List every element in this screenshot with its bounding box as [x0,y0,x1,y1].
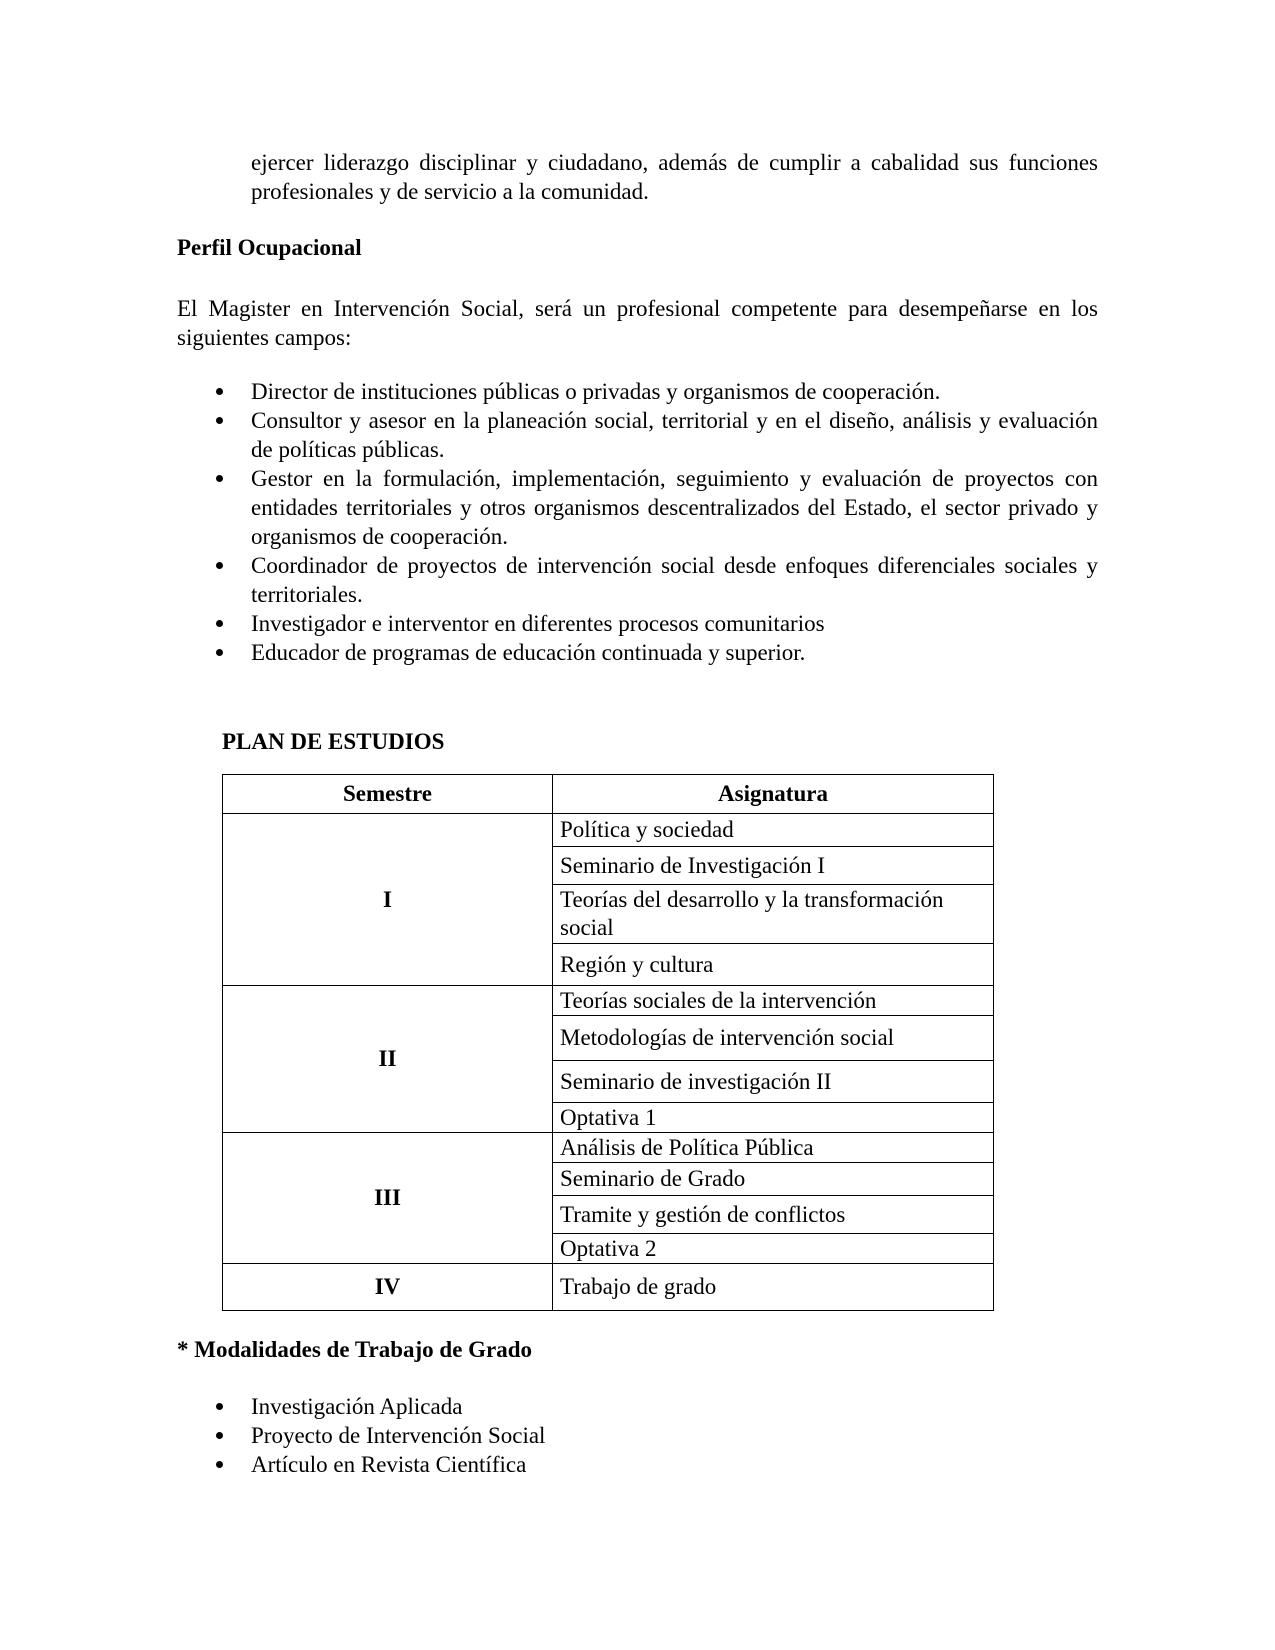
modalidades-heading: * Modalidades de Trabajo de Grado [177,1337,533,1362]
perfil-heading: Perfil Ocupacional [177,235,362,260]
semester-cell: I [223,814,553,986]
bullet-icon [216,388,223,395]
bullet-icon [216,417,223,424]
list-item [177,1392,1098,1421]
table-header-row [223,775,994,814]
list-item [177,609,1098,638]
list-item [177,1450,1098,1479]
perfil-paragraph: El Magister en Intervención Social, será un profesional competente para desempeñarse en los siguientes campos: [177,296,1098,350]
semester-cell: II [223,986,553,1133]
list-item-text: Investigación Aplicada [251,1394,463,1419]
subject-cell: Análisis de Política Pública [553,1133,994,1163]
list-item [177,377,1098,406]
bullet-icon [216,1461,223,1468]
bullet-icon [216,562,223,569]
list-item-text: Proyecto de Intervención Social [251,1423,546,1448]
subject-cell: Teorías sociales de la intervención [553,986,994,1016]
table-row [223,814,994,847]
bullet-icon [216,649,223,656]
list-item [177,638,1098,667]
subject-cell: Seminario de Investigación I [553,847,994,885]
list-item-text: Educador de programas de educación continuada y superior. [251,640,806,665]
modalidades-list [177,1392,1098,1479]
list-item-text: Coordinador de proyectos de intervención social desde enfoques diferenciales sociales y territoriales. [251,553,1098,607]
table-row [223,1133,994,1163]
list-item-text: Artículo en Revista Científica [251,1452,527,1477]
bullet-icon [216,620,223,627]
perfil-list [177,377,1098,667]
semester-cell: III [223,1133,553,1264]
subject-cell: Región y cultura [553,944,994,986]
subject-cell: Seminario de Grado [553,1163,994,1196]
list-item-text: Gestor en la formulación, implementación, seguimiento y evaluación de proyectos con entidades territoriales y otros organismos descentralizados del Estado, el sector privado y organismos de cooperación. [251,466,1098,549]
list-item [177,551,1098,609]
subject-cell: Tramite y gestión de conflictos [553,1196,994,1234]
subject-cell: Optativa 1 [553,1103,994,1133]
table-row [223,1264,994,1311]
plan-title: PLAN DE ESTUDIOS [222,729,445,754]
header-asignatura: Asignatura [553,775,994,814]
list-item-text: Director de instituciones públicas o privadas y organismos de cooperación. [251,379,941,404]
subject-cell: Teorías del desarrollo y la transformación social [553,885,994,944]
bullet-icon [216,1403,223,1410]
table-row [223,986,994,1016]
semester-cell: IV [223,1264,553,1311]
subject-cell: Optativa 2 [553,1234,994,1264]
header-semestre: Semestre [223,775,553,814]
intro-paragraph: ejercer liderazgo disciplinar y ciudadano, además de cumplir a cabalidad sus funciones profesionales y de servicio a la comunidad. [251,150,1098,204]
list-item [177,1421,1098,1450]
subject-cell: Trabajo de grado [553,1264,994,1311]
list-item-text: Investigador e interventor en diferentes procesos comunitarios [251,611,825,636]
list-item-text: Consultor y asesor en la planeación social, territorial y en el diseño, análisis y evaluación de políticas públicas. [251,408,1098,462]
subject-cell: Seminario de investigación II [553,1061,994,1103]
bullet-icon [216,475,223,482]
list-item [177,406,1098,464]
subject-cell: Política y sociedad [553,814,994,847]
plan-table [222,774,994,1311]
bullet-icon [216,1432,223,1439]
list-item [177,464,1098,551]
subject-cell: Metodologías de intervención social [553,1016,994,1061]
